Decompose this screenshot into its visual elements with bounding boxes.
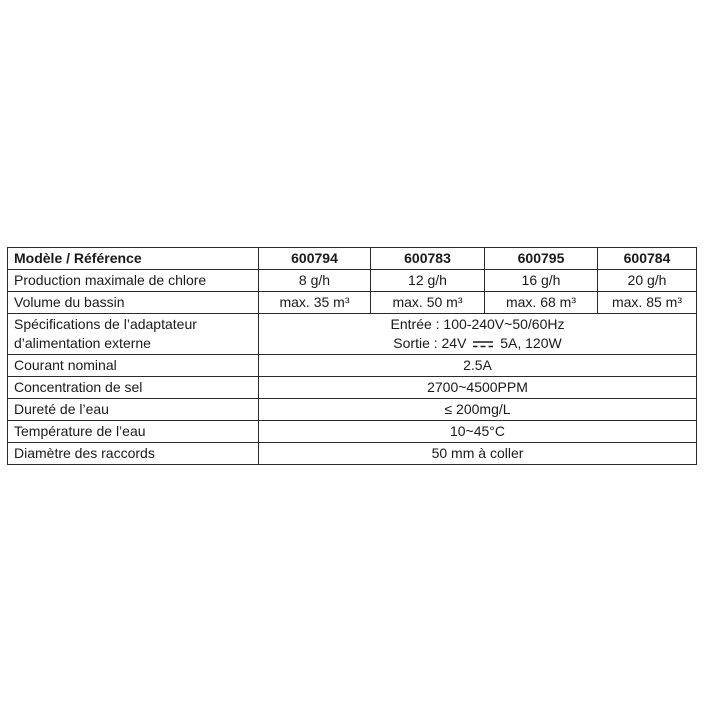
dc-current-icon bbox=[472, 339, 494, 349]
model-600794: 600794 bbox=[259, 248, 371, 270]
row-label: Production maximale de chlore bbox=[8, 270, 259, 292]
table-header-row bbox=[8, 248, 697, 270]
table-cell: 50 mm à coller bbox=[259, 443, 697, 465]
table-cell: 20 g/h bbox=[598, 270, 697, 292]
row-chlorine-production bbox=[8, 270, 697, 292]
row-label: Diamètre des raccords bbox=[8, 443, 259, 465]
table-cell: 16 g/h bbox=[485, 270, 598, 292]
table-cell: max. 50 m³ bbox=[371, 292, 485, 314]
table-cell: max. 85 m³ bbox=[598, 292, 697, 314]
row-label bbox=[8, 314, 259, 355]
row-water-temperature bbox=[8, 421, 697, 443]
table-cell: 2.5A bbox=[259, 355, 697, 377]
table-cell: 12 g/h bbox=[371, 270, 485, 292]
header-model-label: Modèle / Référence bbox=[8, 248, 259, 270]
model-600795: 600795 bbox=[485, 248, 598, 270]
row-label-line1: Spécifications de l’adaptateur bbox=[14, 316, 197, 332]
row-pool-volume bbox=[8, 292, 697, 314]
adapter-output bbox=[263, 334, 692, 353]
row-rated-current bbox=[8, 355, 697, 377]
adapter-input: Entrée : 100-240V~50/60Hz bbox=[390, 316, 565, 332]
model-600783: 600783 bbox=[371, 248, 485, 270]
table-cell: 10~45°C bbox=[259, 421, 697, 443]
spec-table bbox=[7, 247, 697, 465]
row-label: Dureté de l’eau bbox=[8, 399, 259, 421]
table-cell: max. 35 m³ bbox=[259, 292, 371, 314]
table-cell: max. 68 m³ bbox=[485, 292, 598, 314]
row-adapter-specs bbox=[8, 314, 697, 355]
table-cell: 2700~4500PPM bbox=[259, 377, 697, 399]
row-fitting-diameter bbox=[8, 443, 697, 465]
table-cell: ≤ 200mg/L bbox=[259, 399, 697, 421]
row-water-hardness bbox=[8, 399, 697, 421]
table-cell: 8 g/h bbox=[259, 270, 371, 292]
row-label: Volume du bassin bbox=[8, 292, 259, 314]
row-label: Température de l’eau bbox=[8, 421, 259, 443]
row-salt-concentration bbox=[8, 377, 697, 399]
row-label-line2: d’alimentation externe bbox=[14, 335, 151, 351]
model-600784: 600784 bbox=[598, 248, 697, 270]
adapter-specs-cell bbox=[259, 314, 697, 355]
adapter-output-power: 5A, 120W bbox=[500, 335, 562, 351]
adapter-output-voltage: Sortie : 24V bbox=[393, 335, 467, 351]
row-label: Courant nominal bbox=[8, 355, 259, 377]
row-label: Concentration de sel bbox=[8, 377, 259, 399]
